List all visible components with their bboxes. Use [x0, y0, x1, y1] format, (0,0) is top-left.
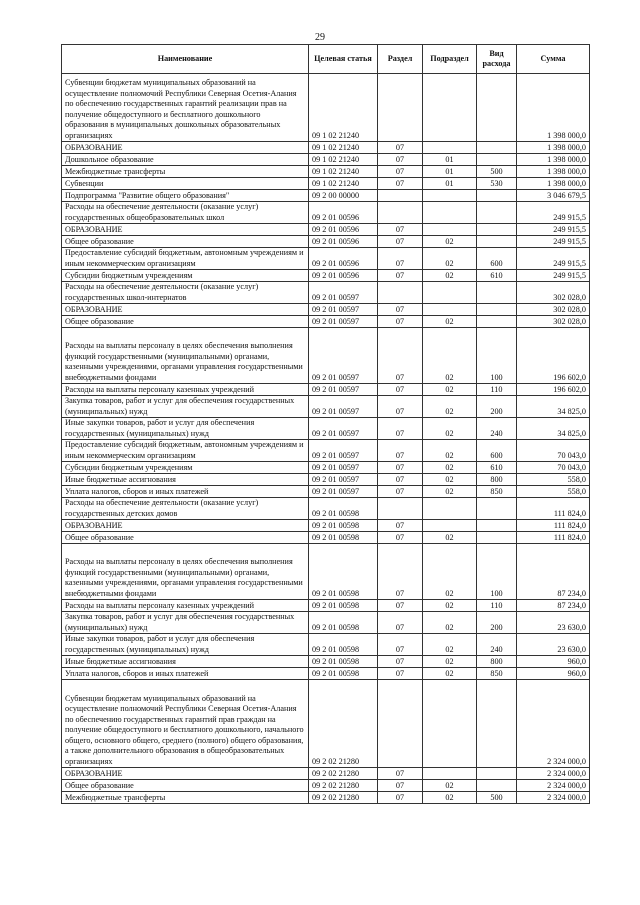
table-row: [62, 384, 590, 396]
table-row: [62, 270, 590, 282]
cell-section: 07: [378, 462, 423, 474]
cell-subsection: [423, 520, 477, 532]
cell-expense-type: [477, 780, 517, 792]
cell-name: Межбюджетные трансферты: [62, 166, 309, 178]
cell-sum: 249 915,5: [517, 202, 590, 224]
cell-expense-type: 240: [477, 634, 517, 656]
table-row: [62, 328, 590, 384]
table-row: [62, 544, 590, 600]
table-row: [62, 498, 590, 520]
cell-name: Иные закупки товаров, работ и услуг для обеспечения государственных (муниципальных) нужд: [62, 418, 309, 440]
cell-expense-type: 800: [477, 474, 517, 486]
cell-sum: 111 824,0: [517, 520, 590, 532]
cell-expense-type: [477, 768, 517, 780]
cell-subsection: 02: [423, 600, 477, 612]
cell-expense-type: [477, 520, 517, 532]
cell-name: ОБРАЗОВАНИЕ: [62, 142, 309, 154]
cell-subsection: 02: [423, 248, 477, 270]
cell-subsection: 02: [423, 544, 477, 600]
table-row: [62, 224, 590, 236]
cell-subsection: 02: [423, 384, 477, 396]
cell-target-article: 09 2 02 21280: [309, 680, 378, 768]
cell-target-article: 09 2 01 00597: [309, 328, 378, 384]
cell-expense-type: 600: [477, 440, 517, 462]
cell-subsection: 01: [423, 178, 477, 190]
table-row: [62, 768, 590, 780]
cell-name: Субвенции бюджетам муниципальных образований на осуществление полномочий Республики Северная Осетия-Алания по обеспечению государственных гарантий реализации прав на получение общедоступного и бесплатного дошкольного образования в муниципальных дошкольных образовательных организациях: [62, 74, 309, 142]
cell-name: Расходы на выплаты персоналу в целях обеспечения выполнения функций государственными (муниципальными) органами, казенными учреждениями, органами управления государственными внебюджетными фондами: [62, 328, 309, 384]
cell-name: Подпрограмма "Развитие общего образования": [62, 190, 309, 202]
cell-subsection: 02: [423, 668, 477, 680]
cell-subsection: [423, 224, 477, 236]
header-expense-type: Вид расхода: [477, 45, 517, 74]
cell-name: Расходы на обеспечение деятельности (оказание услуг) государственных общеобразовательных школ: [62, 202, 309, 224]
cell-section: 07: [378, 316, 423, 328]
cell-expense-type: [477, 236, 517, 248]
cell-section: [378, 202, 423, 224]
cell-name: Общее образование: [62, 316, 309, 328]
cell-section: 07: [378, 656, 423, 668]
table-row: [62, 600, 590, 612]
cell-subsection: [423, 498, 477, 520]
cell-subsection: 02: [423, 328, 477, 384]
cell-section: 07: [378, 142, 423, 154]
cell-sum: 70 043,0: [517, 462, 590, 474]
cell-sum: 196 602,0: [517, 384, 590, 396]
cell-section: 07: [378, 440, 423, 462]
cell-target-article: 09 1 02 21240: [309, 142, 378, 154]
cell-subsection: 02: [423, 656, 477, 668]
cell-expense-type: [477, 154, 517, 166]
cell-target-article: 09 2 01 00596: [309, 248, 378, 270]
table-header-row: [62, 45, 590, 74]
cell-target-article: 09 2 01 00598: [309, 600, 378, 612]
table-row: [62, 462, 590, 474]
budget-table: [61, 44, 590, 804]
cell-target-article: 09 2 01 00598: [309, 656, 378, 668]
cell-subsection: 02: [423, 396, 477, 418]
table-row: [62, 680, 590, 768]
cell-section: 07: [378, 154, 423, 166]
cell-target-article: 09 2 01 00596: [309, 270, 378, 282]
cell-target-article: 09 2 01 00598: [309, 634, 378, 656]
cell-section: 07: [378, 768, 423, 780]
table-row: [62, 780, 590, 792]
cell-expense-type: 100: [477, 328, 517, 384]
table-row: [62, 190, 590, 202]
cell-subsection: 01: [423, 166, 477, 178]
cell-sum: 34 825,0: [517, 396, 590, 418]
table-row: [62, 74, 590, 142]
table-row: [62, 248, 590, 270]
cell-sum: 558,0: [517, 474, 590, 486]
table-row: [62, 486, 590, 498]
cell-target-article: 09 2 02 21280: [309, 768, 378, 780]
table-row: [62, 418, 590, 440]
cell-section: 07: [378, 792, 423, 804]
cell-section: 07: [378, 668, 423, 680]
cell-subsection: 02: [423, 474, 477, 486]
cell-target-article: 09 2 01 00598: [309, 612, 378, 634]
cell-name: ОБРАЗОВАНИЕ: [62, 304, 309, 316]
cell-expense-type: 530: [477, 178, 517, 190]
cell-expense-type: 610: [477, 270, 517, 282]
cell-target-article: 09 2 01 00597: [309, 316, 378, 328]
table-row: [62, 520, 590, 532]
header-sum: Сумма: [517, 45, 590, 74]
cell-sum: 111 824,0: [517, 532, 590, 544]
cell-sum: 302 028,0: [517, 304, 590, 316]
cell-sum: 2 324 000,0: [517, 792, 590, 804]
cell-target-article: 09 2 01 00597: [309, 304, 378, 316]
cell-target-article: 09 2 01 00597: [309, 384, 378, 396]
table-row: [62, 396, 590, 418]
cell-subsection: [423, 142, 477, 154]
cell-section: 07: [378, 224, 423, 236]
table-row: [62, 304, 590, 316]
cell-target-article: 09 2 01 00597: [309, 418, 378, 440]
cell-expense-type: [477, 316, 517, 328]
cell-sum: 70 043,0: [517, 440, 590, 462]
cell-target-article: 09 2 01 00598: [309, 532, 378, 544]
cell-sum: 2 324 000,0: [517, 780, 590, 792]
cell-sum: 1 398 000,0: [517, 142, 590, 154]
cell-name: ОБРАЗОВАНИЕ: [62, 520, 309, 532]
cell-expense-type: 100: [477, 544, 517, 600]
cell-section: 07: [378, 544, 423, 600]
cell-subsection: 01: [423, 154, 477, 166]
cell-subsection: 02: [423, 780, 477, 792]
cell-name: ОБРАЗОВАНИЕ: [62, 768, 309, 780]
cell-section: 07: [378, 780, 423, 792]
cell-target-article: 09 2 01 00597: [309, 462, 378, 474]
cell-name: Предоставление субсидий бюджетным, автономным учреждениям и иным некоммерческим организациям: [62, 248, 309, 270]
table-row: [62, 282, 590, 304]
cell-target-article: 09 1 02 21240: [309, 154, 378, 166]
cell-sum: 302 028,0: [517, 282, 590, 304]
cell-expense-type: 110: [477, 384, 517, 396]
cell-sum: 23 630,0: [517, 612, 590, 634]
cell-target-article: 09 2 01 00598: [309, 544, 378, 600]
cell-name: Расходы на выплаты персоналу казенных учреждений: [62, 600, 309, 612]
cell-name: Расходы на выплаты персоналу в целях обеспечения выполнения функций государственными (муниципальными) органами, казенными учреждениями, органами управления государственными внебюджетными фондами: [62, 544, 309, 600]
cell-name: Дошкольное образование: [62, 154, 309, 166]
cell-subsection: [423, 74, 477, 142]
cell-section: [378, 680, 423, 768]
cell-name: Субсидии бюджетным учреждениям: [62, 462, 309, 474]
cell-subsection: 02: [423, 440, 477, 462]
header-name: Наименование: [62, 45, 309, 74]
cell-sum: 249 915,5: [517, 224, 590, 236]
page-number: 29: [315, 32, 325, 43]
cell-name: Общее образование: [62, 236, 309, 248]
cell-target-article: 09 2 02 21280: [309, 792, 378, 804]
cell-section: [378, 498, 423, 520]
cell-expense-type: [477, 142, 517, 154]
cell-name: Закупка товаров, работ и услуг для обеспечения государственных (муниципальных) нужд: [62, 396, 309, 418]
cell-name: Закупка товаров, работ и услуг для обеспечения государственных (муниципальных) нужд: [62, 612, 309, 634]
cell-sum: 2 324 000,0: [517, 768, 590, 780]
cell-sum: 87 234,0: [517, 600, 590, 612]
cell-name: Иные бюджетные ассигнования: [62, 474, 309, 486]
cell-section: 07: [378, 178, 423, 190]
table-row: [62, 440, 590, 462]
table-row: [62, 178, 590, 190]
cell-target-article: 09 1 02 21240: [309, 74, 378, 142]
cell-name: Иные бюджетные ассигнования: [62, 656, 309, 668]
cell-target-article: 09 2 01 00598: [309, 498, 378, 520]
table-row: [62, 532, 590, 544]
cell-subsection: 02: [423, 236, 477, 248]
cell-expense-type: [477, 680, 517, 768]
table-row: [62, 202, 590, 224]
cell-subsection: 02: [423, 462, 477, 474]
table-row: [62, 316, 590, 328]
cell-target-article: 09 2 01 00596: [309, 202, 378, 224]
cell-section: 07: [378, 418, 423, 440]
cell-sum: 111 824,0: [517, 498, 590, 520]
cell-name: Предоставление субсидий бюджетным, автономным учреждениям и иным некоммерческим организациям: [62, 440, 309, 462]
cell-section: [378, 190, 423, 202]
cell-sum: 960,0: [517, 656, 590, 668]
cell-subsection: 02: [423, 532, 477, 544]
cell-target-article: 09 2 01 00597: [309, 282, 378, 304]
cell-name: Субсидии бюджетным учреждениям: [62, 270, 309, 282]
cell-section: 07: [378, 612, 423, 634]
cell-sum: 1 398 000,0: [517, 74, 590, 142]
header-target-article: Целевая статья: [309, 45, 378, 74]
cell-target-article: 09 2 00 00000: [309, 190, 378, 202]
cell-target-article: 09 1 02 21240: [309, 178, 378, 190]
table-row: [62, 792, 590, 804]
cell-sum: 196 602,0: [517, 328, 590, 384]
cell-sum: 87 234,0: [517, 544, 590, 600]
cell-name: Уплата налогов, сборов и иных платежей: [62, 486, 309, 498]
cell-expense-type: [477, 202, 517, 224]
cell-subsection: [423, 202, 477, 224]
cell-section: 07: [378, 396, 423, 418]
cell-expense-type: [477, 282, 517, 304]
cell-sum: 2 324 000,0: [517, 680, 590, 768]
cell-expense-type: [477, 498, 517, 520]
cell-sum: 249 915,5: [517, 248, 590, 270]
cell-name: Расходы на выплаты персоналу казенных учреждений: [62, 384, 309, 396]
cell-subsection: 02: [423, 634, 477, 656]
cell-target-article: 09 2 01 00597: [309, 486, 378, 498]
cell-name: Общее образование: [62, 532, 309, 544]
cell-subsection: 02: [423, 792, 477, 804]
cell-expense-type: 240: [477, 418, 517, 440]
cell-subsection: [423, 304, 477, 316]
cell-target-article: 09 2 01 00598: [309, 520, 378, 532]
table-row: [62, 634, 590, 656]
cell-sum: 23 630,0: [517, 634, 590, 656]
cell-expense-type: 800: [477, 656, 517, 668]
cell-section: 07: [378, 600, 423, 612]
cell-name: Субвенции бюджетам муниципальных образований на осуществление полномочий Республики Северная Осетия-Алания по обеспечению государственных гарантий прав граждан на получение общедоступного и бесплатного дошкольного, начального общего, основного общего, среднего (полного) общего образования, а также дополнительного образования в общеобразовательных организациях: [62, 680, 309, 768]
cell-target-article: 09 2 02 21280: [309, 780, 378, 792]
cell-section: 07: [378, 328, 423, 384]
cell-section: 07: [378, 384, 423, 396]
table-row: [62, 668, 590, 680]
cell-target-article: 09 2 01 00596: [309, 224, 378, 236]
cell-expense-type: [477, 224, 517, 236]
cell-expense-type: 600: [477, 248, 517, 270]
table-row: [62, 166, 590, 178]
cell-subsection: 02: [423, 270, 477, 282]
cell-section: [378, 282, 423, 304]
cell-subsection: [423, 282, 477, 304]
cell-subsection: [423, 768, 477, 780]
cell-expense-type: 200: [477, 396, 517, 418]
cell-subsection: 02: [423, 316, 477, 328]
cell-name: Расходы на обеспечение деятельности (оказание услуг) государственных детских домов: [62, 498, 309, 520]
cell-sum: 249 915,5: [517, 236, 590, 248]
cell-expense-type: 110: [477, 600, 517, 612]
cell-subsection: [423, 680, 477, 768]
cell-name: Межбюджетные трансферты: [62, 792, 309, 804]
cell-target-article: 09 2 01 00597: [309, 396, 378, 418]
cell-sum: 960,0: [517, 668, 590, 680]
table-row: [62, 656, 590, 668]
cell-expense-type: 500: [477, 792, 517, 804]
cell-subsection: 02: [423, 418, 477, 440]
table-row: [62, 154, 590, 166]
cell-sum: 1 398 000,0: [517, 178, 590, 190]
cell-target-article: 09 1 02 21240: [309, 166, 378, 178]
cell-sum: 249 915,5: [517, 270, 590, 282]
cell-expense-type: [477, 190, 517, 202]
cell-section: 07: [378, 474, 423, 486]
cell-expense-type: [477, 74, 517, 142]
table-row: [62, 236, 590, 248]
cell-expense-type: 500: [477, 166, 517, 178]
table-row: [62, 612, 590, 634]
cell-section: 07: [378, 520, 423, 532]
header-subsection: Подраздел: [423, 45, 477, 74]
cell-expense-type: 850: [477, 486, 517, 498]
cell-section: 07: [378, 304, 423, 316]
cell-name: ОБРАЗОВАНИЕ: [62, 224, 309, 236]
cell-section: 07: [378, 486, 423, 498]
cell-expense-type: [477, 304, 517, 316]
cell-target-article: 09 2 01 00598: [309, 668, 378, 680]
cell-sum: 34 825,0: [517, 418, 590, 440]
header-section: Раздел: [378, 45, 423, 74]
cell-expense-type: [477, 532, 517, 544]
cell-name: Расходы на обеспечение деятельности (оказание услуг) государственных школ-интернатов: [62, 282, 309, 304]
cell-name: Иные закупки товаров, работ и услуг для обеспечения государственных (муниципальных) нужд: [62, 634, 309, 656]
cell-subsection: [423, 190, 477, 202]
cell-section: 07: [378, 532, 423, 544]
cell-sum: 1 398 000,0: [517, 166, 590, 178]
cell-name: Субвенции: [62, 178, 309, 190]
table-row: [62, 142, 590, 154]
cell-section: [378, 74, 423, 142]
cell-section: 07: [378, 634, 423, 656]
cell-expense-type: 200: [477, 612, 517, 634]
cell-section: 07: [378, 166, 423, 178]
cell-expense-type: 850: [477, 668, 517, 680]
cell-name: Общее образование: [62, 780, 309, 792]
cell-target-article: 09 2 01 00597: [309, 440, 378, 462]
cell-target-article: 09 2 01 00597: [309, 474, 378, 486]
cell-sum: 302 028,0: [517, 316, 590, 328]
cell-expense-type: 610: [477, 462, 517, 474]
cell-section: 07: [378, 248, 423, 270]
cell-sum: 3 046 679,5: [517, 190, 590, 202]
cell-sum: 558,0: [517, 486, 590, 498]
cell-section: 07: [378, 270, 423, 282]
cell-section: 07: [378, 236, 423, 248]
table-row: [62, 474, 590, 486]
cell-subsection: 02: [423, 612, 477, 634]
cell-subsection: 02: [423, 486, 477, 498]
cell-name: Уплата налогов, сборов и иных платежей: [62, 668, 309, 680]
cell-target-article: 09 2 01 00596: [309, 236, 378, 248]
cell-sum: 1 398 000,0: [517, 154, 590, 166]
